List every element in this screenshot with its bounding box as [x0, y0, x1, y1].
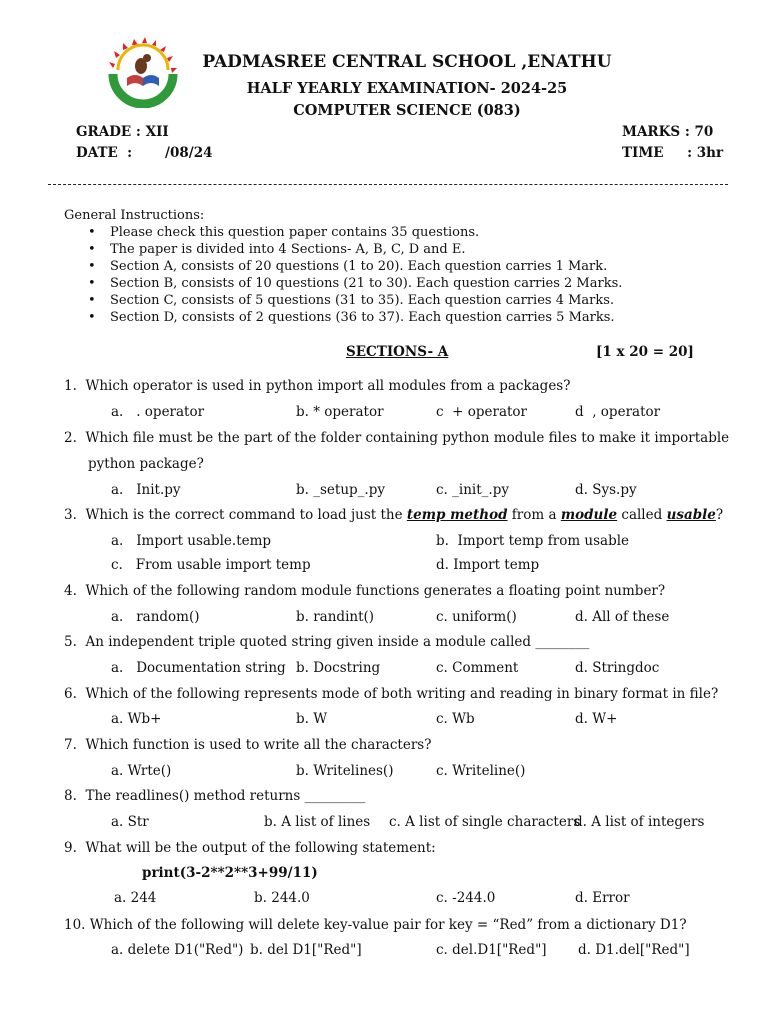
question-2: [64, 430, 729, 446]
date-label: DATE : /08/24: [76, 145, 213, 161]
marks-label: MARKS : 70: [622, 124, 714, 140]
option: c. del.D1["Red"]: [436, 942, 547, 958]
option: a. Wb+: [111, 711, 162, 727]
question-1: [64, 378, 570, 394]
option: a. Documentation string: [111, 660, 286, 676]
option: b. 244.0: [254, 890, 310, 906]
option: d. All of these: [575, 609, 670, 625]
option: a. Wrte(): [111, 763, 172, 779]
instruction-item: • Please check this question paper contains 35 questions.: [86, 224, 622, 241]
option: d , operator: [575, 404, 661, 420]
question-number: 2.: [64, 430, 77, 446]
option: c + operator: [436, 404, 528, 420]
keyword-module: module: [560, 507, 618, 523]
option: c. From usable import temp: [111, 557, 311, 573]
question-text: Which of the following represents mode of both writing and reading in binary format in file?: [85, 686, 719, 702]
question-text: What will be the output of the following statement:: [85, 840, 436, 856]
option: a. 244: [114, 890, 157, 906]
question-3: 3. Which is the correct command to load just the temp method from a module called usable?: [64, 507, 724, 523]
option: b. _setup_.py: [296, 482, 385, 498]
instruction-item: • The paper is divided into 4 Sections- A, B, C, D and E.: [86, 241, 622, 258]
option: d. Error: [575, 890, 630, 906]
section-marks: [1 x 20 = 20]: [596, 344, 694, 360]
question-6: [64, 686, 718, 702]
option: d. A list of integers: [574, 814, 705, 830]
option: a. Import usable.temp: [111, 533, 272, 549]
question-text-continued: python package?: [88, 456, 204, 472]
keyword-temp-method: temp method: [406, 507, 508, 523]
school-logo: [104, 36, 182, 108]
header-divider: [48, 184, 728, 185]
option: d. D1.del["Red"]: [578, 942, 690, 958]
question-8: [64, 788, 365, 804]
school-name: PADMASREE CENTRAL SCHOOL ,ENATHU: [202, 52, 612, 72]
option: a. Str: [111, 814, 149, 830]
option: b. Docstring: [296, 660, 381, 676]
question-7: [64, 737, 431, 753]
option: b. * operator: [296, 404, 384, 420]
question-number: 7.: [64, 737, 77, 753]
option: b. Writelines(): [296, 763, 394, 779]
option: b. del D1["Red"]: [250, 942, 362, 958]
option: c. Comment: [436, 660, 519, 676]
instructions-list: [86, 224, 622, 326]
option: a. random(): [111, 609, 200, 625]
question-number: 1.: [64, 378, 77, 394]
instruction-item: • Section D, consists of 2 questions (36 to 37). Each question carries 5 Marks.: [86, 309, 622, 326]
option: c. Writeline(): [436, 763, 526, 779]
option: c. Wb: [436, 711, 475, 727]
time-label: TIME : 3hr: [622, 145, 724, 161]
question-number: 8.: [64, 788, 77, 804]
instruction-item: • Section B, consists of 10 questions (21 to 30). Each question carries 2 Marks.: [86, 275, 622, 292]
instruction-item: • Section C, consists of 5 questions (31 to 35). Each question carries 4 Marks.: [86, 292, 622, 309]
option: d. Import temp: [436, 557, 540, 573]
exam-title: HALF YEARLY EXAMINATION- 2024-25: [246, 80, 568, 97]
option: a. . operator: [111, 404, 205, 420]
option: a. Init.py: [111, 482, 181, 498]
question-text: Which of the following will delete key-value pair for key = “Red” from a dictionary D1?: [89, 917, 687, 933]
question-text: Which of the following random module functions generates a floating point number?: [85, 583, 666, 599]
keyword-usable: usable: [666, 507, 716, 523]
question-5: [64, 634, 589, 650]
option: c. A list of single characters: [389, 814, 581, 830]
question-text: Which file must be the part of the folder containing python module files to make it importable: [85, 430, 730, 446]
instruction-item: • Section A, consists of 20 questions (1 to 20). Each question carries 1 Mark.: [86, 258, 622, 275]
option: d. Sys.py: [575, 482, 637, 498]
instructions-heading: General Instructions:: [64, 208, 205, 223]
question-10: [64, 917, 687, 933]
question-text: Which operator is used in python import all modules from a packages?: [85, 378, 571, 394]
question-4: [64, 583, 665, 599]
option: b. Import temp from usable: [436, 533, 630, 549]
section-title: SECTIONS- A: [346, 344, 449, 360]
grade-label: GRADE : XII: [76, 124, 169, 140]
option: b. A list of lines: [264, 814, 371, 830]
question-number: 6.: [64, 686, 77, 702]
code-statement: print(3-2**2**3+99/11): [142, 865, 318, 881]
question-number: 4.: [64, 583, 77, 599]
option: c. _init_.py: [436, 482, 509, 498]
question-number: 3.: [64, 507, 77, 523]
question-number: 10.: [64, 917, 86, 933]
question-number: 5.: [64, 634, 77, 650]
option: c. -244.0: [436, 890, 496, 906]
question-text: An independent triple quoted string given inside a module called ________: [85, 634, 590, 650]
option: d. Stringdoc: [575, 660, 660, 676]
option: d. W+: [575, 711, 618, 727]
option: b. randint(): [296, 609, 375, 625]
question-number: 9.: [64, 840, 77, 856]
option: b. W: [296, 711, 328, 727]
question-text: Which function is used to write all the characters?: [85, 737, 432, 753]
subject-title: COMPUTER SCIENCE (083): [293, 102, 521, 119]
option: c. uniform(): [436, 609, 517, 625]
option: a. delete D1("Red"): [111, 942, 244, 958]
question-text: The readlines() method returns _________: [85, 788, 366, 804]
question-9: [64, 840, 436, 856]
